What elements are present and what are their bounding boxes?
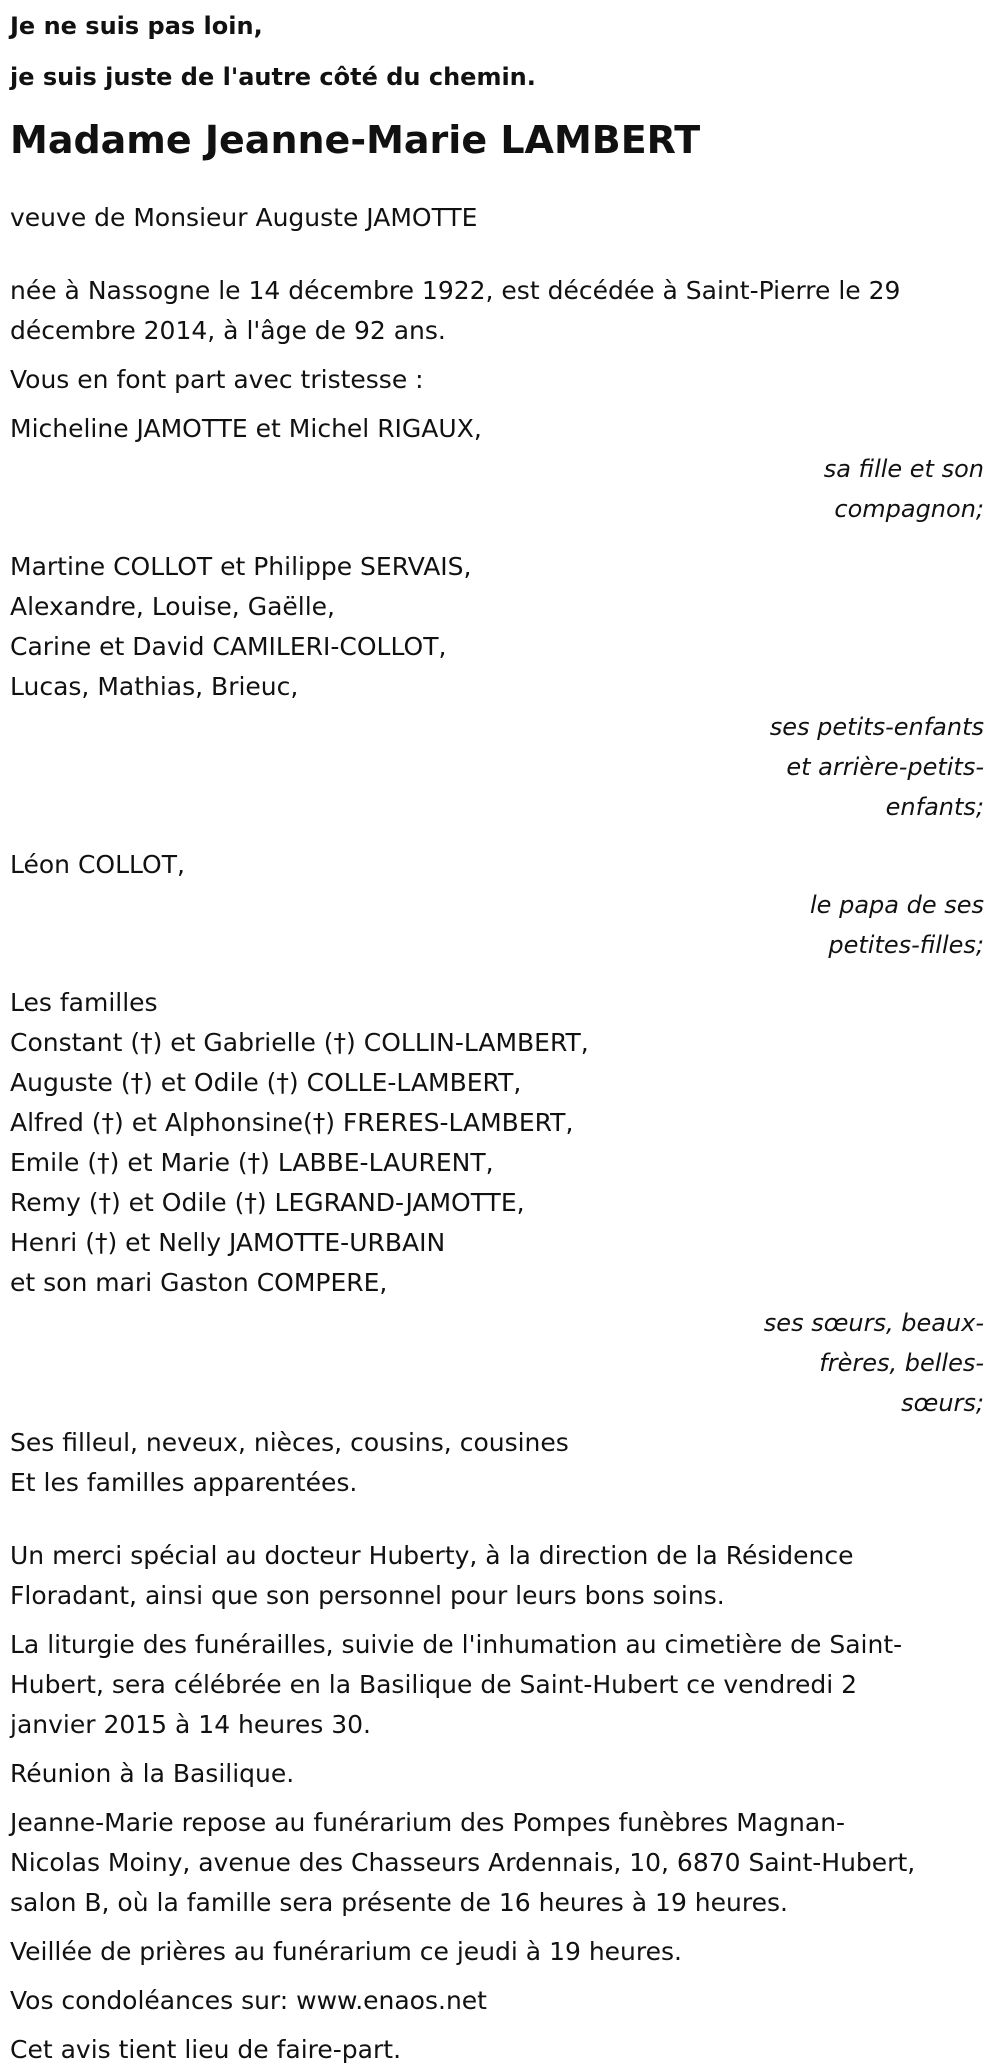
relation-label: [724, 449, 984, 529]
relation-line: petites-filles;: [828, 931, 984, 959]
family-name-line: Carine et David CAMILERI-COLLOT,: [10, 632, 447, 661]
widow-line: veuve de Monsieur Auguste JAMOTTE: [10, 203, 478, 232]
family-name-line: Micheline JAMOTTE et Michel RIGAUX,: [10, 414, 482, 443]
family-name-line: Constant (†) et Gabrielle (†) COLLIN-LAMBERT,: [10, 1028, 589, 1057]
family-name-line: Alexandre, Louise, Gaëlle,: [10, 592, 335, 621]
family-name-line: Alfred (†) et Alphonsine(†) FRERES-LAMBERT,: [10, 1108, 574, 1137]
family-name-line: Auguste (†) et Odile (†) COLLE-LAMBERT,: [10, 1068, 522, 1097]
reunion-line: Réunion à la Basilique.: [10, 1759, 295, 1788]
epigraph-line: Je ne suis pas loin,: [10, 12, 263, 40]
family-name-line: Emile (†) et Marie (†) LABBE-LAURENT,: [10, 1148, 494, 1177]
condolences-line: Vos condoléances sur: www.enaos.net: [10, 1986, 487, 2015]
vigil-line: Veillée de prières au funérarium ce jeudi à 19 heures.: [10, 1937, 682, 1966]
family-name-line: et son mari Gaston COMPERE,: [10, 1268, 388, 1297]
birth-death-paragraph: [10, 271, 990, 351]
family-group-father: [10, 845, 990, 965]
relation-line: sœurs;: [901, 1389, 984, 1417]
liturgy-line: La liturgie des funérailles, suivie de l'inhumation au cimetière de Saint-: [10, 1630, 903, 1659]
family-name-line: Les familles: [10, 988, 158, 1017]
relation-line: enfants;: [885, 793, 984, 821]
relation-label: [724, 885, 984, 965]
relation-line: ses sœurs, beaux-: [763, 1309, 984, 1337]
birth-death-line: née à Nassogne le 14 décembre 1922, est décédée à Saint-Pierre le 29: [10, 276, 901, 305]
family-name-line: Remy (†) et Odile (†) LEGRAND-JAMOTTE,: [10, 1188, 525, 1217]
thanks-line: Un merci spécial au docteur Huberty, à la direction de la Résidence: [10, 1541, 854, 1570]
liturgy-line: janvier 2015 à 14 heures 30.: [10, 1710, 371, 1739]
family-group-siblings: [10, 983, 990, 1423]
liturgy-paragraph: [10, 1625, 990, 1745]
relation-line: ses petits-enfants: [769, 713, 984, 741]
announcement-line: Vous en font part avec tristesse :: [10, 365, 424, 394]
rest-paragraph: [10, 1803, 990, 1923]
relation-line: et arrière-petits-: [786, 753, 984, 781]
extended-family-line: Ses filleul, neveux, nièces, cousins, cousines: [10, 1428, 569, 1457]
rest-line: Nicolas Moiny, avenue des Chasseurs Ardennais, 10, 6870 Saint-Hubert,: [10, 1848, 916, 1877]
family-name-line: Henri (†) et Nelly JAMOTTE-URBAIN: [10, 1228, 446, 1257]
obituary-notice: [0, 2, 1000, 2070]
epigraph-line: je suis juste de l'autre côté du chemin.: [10, 63, 536, 91]
relation-line: sa fille et son: [823, 455, 984, 483]
liturgy-line: Hubert, sera célébrée en la Basilique de Saint-Hubert ce vendredi 2: [10, 1670, 857, 1699]
relation-line: frères, belles-: [819, 1349, 984, 1377]
relation-label: [724, 707, 984, 827]
birth-death-line: décembre 2014, à l'âge de 92 ans.: [10, 316, 446, 345]
family-name-line: Lucas, Mathias, Brieuc,: [10, 672, 299, 701]
rest-line: Jeanne-Marie repose au funérarium des Pompes funèbres Magnan-: [10, 1808, 846, 1837]
extended-family-line: Et les familles apparentées.: [10, 1468, 358, 1497]
thanks-paragraph: [10, 1536, 990, 1616]
family-group-daughter: [10, 409, 990, 529]
family-name-line: Léon COLLOT,: [10, 850, 185, 879]
relation-label: [724, 1303, 984, 1423]
notice-line: Cet avis tient lieu de faire-part.: [10, 2035, 402, 2064]
family-group-grandchildren: [10, 547, 990, 827]
extended-family: [10, 1423, 990, 1503]
family-name-line: Martine COLLOT et Philippe SERVAIS,: [10, 552, 472, 581]
epigraph: [10, 2, 990, 102]
relation-line: compagnon;: [834, 495, 984, 523]
relation-line: le papa de ses: [810, 891, 984, 919]
rest-line: salon B, où la famille sera présente de 16 heures à 19 heures.: [10, 1888, 788, 1917]
thanks-line: Floradant, ainsi que son personnel pour leurs bons soins.: [10, 1581, 725, 1610]
deceased-name: Madame Jeanne-Marie LAMBERT: [10, 118, 701, 162]
